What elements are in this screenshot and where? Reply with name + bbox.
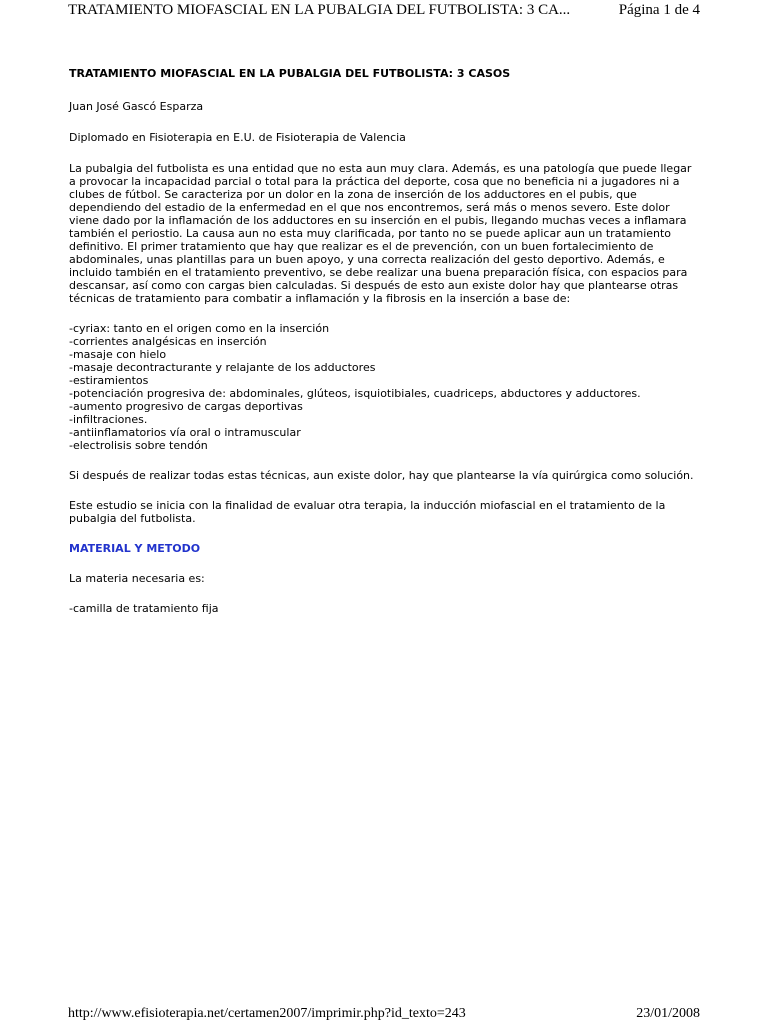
- list-item: -aumento progresivo de cargas deportivas: [69, 400, 303, 413]
- list-item: -camilla de tratamiento fija: [69, 602, 219, 615]
- print-header-page-number: Página 1 de 4: [618, 2, 700, 18]
- article-author: Juan José Gascó Esparza: [69, 100, 204, 113]
- list-item: -electrolisis sobre tendón: [69, 439, 208, 452]
- article-affiliation: Diplomado en Fisioterapia en E.U. de Fisioterapia de Valencia: [69, 131, 406, 144]
- materials-list: [69, 602, 699, 615]
- list-item: -masaje decontracturante y relajante de los adductores: [69, 361, 376, 374]
- print-footer-date: 23/01/2008: [636, 1006, 700, 1021]
- section-heading-material-metodo: MATERIAL Y METODO: [69, 542, 201, 555]
- list-item: -potenciación progresiva de: abdominales, glúteos, isquiotibiales, cuadriceps, abductores y adductores.: [69, 387, 641, 400]
- article-body: [69, 67, 699, 632]
- intro-paragraph: La pubalgia del futbolista es una entidad que no esta aun muy clara. Además, es una patología que puede llegar a provocar la incapacidad parcial o total para la práctica del deporte, cosa que no beneficia ni a jugadores ni a clubes de fútbol. Se caracteriza por un dolor en la zona de inserción de los adductores en el pubis, que dependiendo del estadio de la enfermedad en el que nos encontremos, será más o menos severo. Este dolor viene dado por la inflamación de los adductores en su inserción en el pubis, llegando muchas veces a inflamara también el periostio. La causa aun no esta muy clarificada, por tanto no se puede aplicar aun un tratamiento definitivo. El primer tratamiento que hay que realizar es el de prevención, con un buen fortalecimiento de abdominales, unas plantillas para un buen apoyo, y una correcta realización del gesto deportivo. Además, e incluido también en el tratamiento preventivo, se debe realizar una buena preparación física, con espacios para descansar, así como con cargas bien calculadas. Si después de esto aun existe dolor hay que plantearse otras técnicas de tratamiento para combatir a inflamación y la fibrosis en la inserción a base de:: [69, 162, 692, 305]
- print-header: [68, 0, 700, 20]
- list-item: -antiinflamatorios vía oral o intramuscular: [69, 426, 301, 439]
- treatment-list: [69, 322, 699, 452]
- print-footer: [68, 1005, 700, 1025]
- article-title: TRATAMIENTO MIOFASCIAL EN LA PUBALGIA DEL FUTBOLISTA: 3 CASOS: [69, 67, 511, 80]
- list-item: -estiramientos: [69, 374, 149, 387]
- list-item: -infiltraciones.: [69, 413, 148, 426]
- print-header-title: TRATAMIENTO MIOFASCIAL EN LA PUBALGIA DEL FUTBOLISTA: 3 CA...: [68, 2, 571, 18]
- list-item: -masaje con hielo: [69, 348, 167, 361]
- list-item: -cyriax: tanto en el origen como en la inserción: [69, 322, 330, 335]
- print-footer-url: http://www.efisioterapia.net/certamen2007/imprimir.php?id_texto=243: [68, 1006, 466, 1021]
- materials-intro: La materia necesaria es:: [69, 572, 205, 585]
- list-item: -corrientes analgésicas en inserción: [69, 335, 267, 348]
- surgery-paragraph: Si después de realizar todas estas técnicas, aun existe dolor, hay que plantearse la vía quirúrgica como solución.: [69, 469, 694, 482]
- study-aim-paragraph: Este estudio se inicia con la finalidad de evaluar otra terapia, la inducción miofascial en el tratamiento de la pubalgia del futbolista.: [69, 499, 666, 525]
